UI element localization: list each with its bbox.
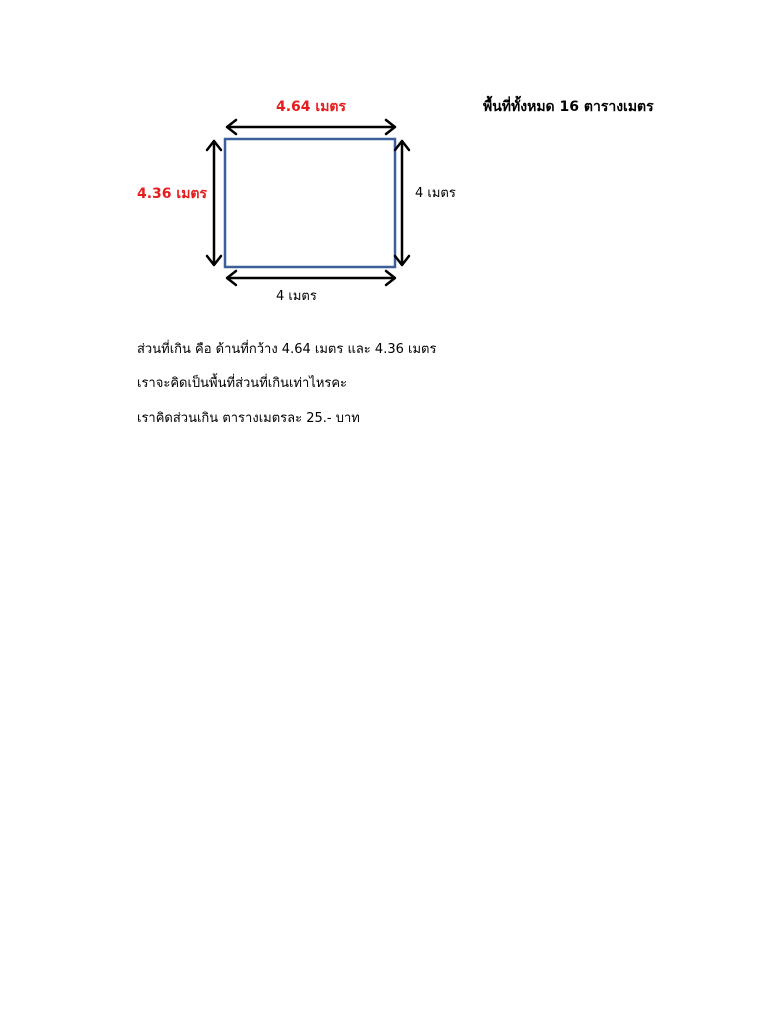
right-dimension-arrow-icon: [395, 141, 409, 265]
text-line: ส่วนที่เกิน คือ ด้านที่กว้าง 4.64 เมตร และ 4.36 เมตร: [137, 342, 437, 357]
room-rectangle: [225, 139, 395, 267]
area-diagram: [0, 0, 768, 340]
left-dimension-arrow-icon: [207, 141, 221, 265]
total-area-label: พื้นที่ทั้งหมด 16 ตารางเมตร: [483, 99, 654, 115]
left-dimension-label: 4.36 เมตร: [137, 186, 208, 202]
right-dimension-label: 4 เมตร: [415, 186, 456, 201]
bottom-dimension-arrow-icon: [227, 271, 395, 285]
top-dimension-label: 4.64 เมตร: [276, 99, 347, 115]
text-line: เราจะคิดเป็นพื้นที่ส่วนที่เกินเท่าไหรคะ: [137, 376, 348, 391]
text-line: เราคิดส่วนเกิน ตารางเมตรละ 25.- บาท: [137, 411, 360, 426]
bottom-dimension-label: 4 เมตร: [276, 289, 317, 304]
top-dimension-arrow-icon: [227, 120, 395, 134]
